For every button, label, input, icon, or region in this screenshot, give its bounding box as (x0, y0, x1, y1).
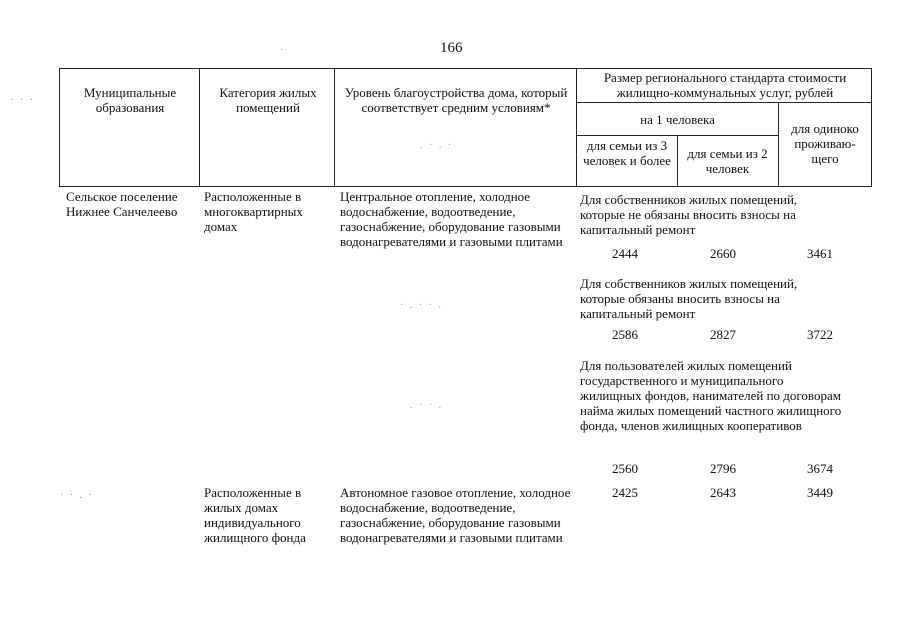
value-single: 3674 (807, 461, 833, 476)
category-cell: Расположенные в жилых домах индивидуального жилищного фонда (204, 485, 306, 545)
scan-noise: · · · (10, 95, 35, 106)
value-family-2: 2643 (710, 485, 736, 500)
value-single: 3461 (807, 246, 833, 261)
grid-line (334, 68, 335, 186)
value-family-3plus: 2586 (612, 327, 638, 342)
value-family-3plus: 2425 (612, 485, 638, 500)
value-family-2: 2827 (710, 327, 736, 342)
header-level: Уровень благоустройства дома, который соответствует средним условиям* (344, 85, 568, 115)
scan-noise: · · . · (60, 490, 94, 501)
header-standard: Размер регионального стандарта стоимости жилищно-коммунальных услуг, рублей (603, 70, 847, 100)
level-cell: Центральное отопление, холодное водоснабжение, водоотведение, газоснабжение, оборудование газовыми водонагревателями и газовыми плитами (340, 189, 563, 249)
group-label: Для собственников жилых помещений, которые обязаны вносить взносы на капитальный ремонт (580, 276, 798, 321)
grid-line (871, 68, 872, 186)
level-cell: Автономное газовое отопление, холодное водоснабжение, водоотведение, газоснабжение, оборудование газовыми водонагревателями и газовыми плитами (340, 485, 571, 545)
header-municipality: Муниципальные образования (83, 85, 177, 115)
value-family-2: 2660 (710, 246, 736, 261)
header-family-3plus: для семьи из 3 человек и более (583, 138, 671, 168)
group-label: Для собственников жилых помещений, которые не обязаны вносить взносы на капитальный ремонт (580, 192, 798, 237)
grid-line (576, 68, 577, 186)
grid-line (677, 135, 678, 186)
value-single: 3722 (807, 327, 833, 342)
header-category: Категория жилых помещений (219, 85, 317, 115)
scan-noise: . · . · (420, 140, 454, 151)
value-single: 3449 (807, 485, 833, 500)
grid-line (59, 68, 60, 186)
grid-line (199, 68, 200, 186)
grid-line (778, 102, 779, 186)
municipality-cell: Сельское поселение Нижнее Санчелеево (66, 189, 178, 219)
value-family-2: 2796 (710, 461, 736, 476)
value-family-3plus: 2444 (612, 246, 638, 261)
grid-line (59, 186, 872, 187)
header-family-2: для семьи из 2 человек (687, 146, 768, 176)
grid-line (59, 68, 872, 69)
page-number: 166 (440, 40, 463, 56)
category-cell: Расположенные в многоквартирных домах (204, 189, 303, 234)
header-single: для одиноко проживаю-щего (791, 121, 859, 166)
scan-noise: · . · · . (400, 300, 443, 311)
scan-noise: . · · . (410, 400, 444, 411)
header-per-person: на 1 человека (640, 112, 715, 127)
scan-noise: · (280, 45, 286, 56)
grid-line (576, 102, 872, 103)
value-family-3plus: 2560 (612, 461, 638, 476)
group-label: Для пользователей жилых помещений государственного и муниципального жилищных фондов, нанимателей по договорам найма жилых помещений частного жилищного фонда, членов жилищных кооперативов (580, 358, 842, 433)
